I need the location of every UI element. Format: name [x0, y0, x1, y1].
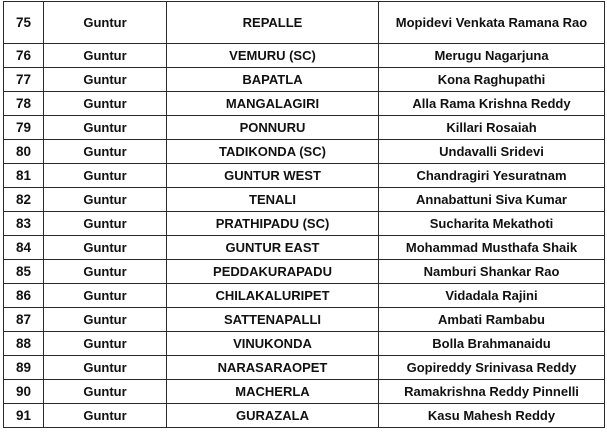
- table-row: [4, 164, 605, 188]
- candidate-cell: Bolla Brahmanaidu: [379, 332, 605, 356]
- candidate-cell: Vidadala Rajini: [379, 284, 605, 308]
- district-cell: Guntur: [44, 356, 167, 380]
- table-row: [4, 260, 605, 284]
- district-cell: Guntur: [44, 92, 167, 116]
- candidate-cell: Alla Rama Krishna Reddy: [379, 92, 605, 116]
- district-cell: Guntur: [44, 260, 167, 284]
- serial-number-cell: 77: [4, 68, 44, 92]
- serial-number-cell: 78: [4, 92, 44, 116]
- table-row: [4, 140, 605, 164]
- table-row: [4, 2, 605, 44]
- table-row: [4, 44, 605, 68]
- constituency-cell: GUNTUR WEST: [167, 164, 379, 188]
- table-row: [4, 332, 605, 356]
- table-row: [4, 212, 605, 236]
- constituency-cell: GURAZALA: [167, 404, 379, 428]
- candidate-cell: Merugu Nagarjuna: [379, 44, 605, 68]
- constituency-cell: GUNTUR EAST: [167, 236, 379, 260]
- table-row: [4, 236, 605, 260]
- candidate-cell: Kona Raghupathi: [379, 68, 605, 92]
- serial-number-cell: 76: [4, 44, 44, 68]
- table-row: [4, 308, 605, 332]
- table-body: [4, 2, 605, 428]
- candidate-cell: Chandragiri Yesuratnam: [379, 164, 605, 188]
- candidate-cell: Undavalli Sridevi: [379, 140, 605, 164]
- constituency-cell: PEDDAKURAPADU: [167, 260, 379, 284]
- constituency-cell: BAPATLA: [167, 68, 379, 92]
- constituency-cell: SATTENAPALLI: [167, 308, 379, 332]
- constituency-cell: MANGALAGIRI: [167, 92, 379, 116]
- district-cell: Guntur: [44, 116, 167, 140]
- constituency-cell: NARASARAOPET: [167, 356, 379, 380]
- candidate-cell: Kasu Mahesh Reddy: [379, 404, 605, 428]
- candidate-table: [3, 1, 605, 428]
- serial-number-cell: 86: [4, 284, 44, 308]
- district-cell: Guntur: [44, 284, 167, 308]
- candidate-cell: Annabattuni Siva Kumar: [379, 188, 605, 212]
- district-cell: Guntur: [44, 236, 167, 260]
- candidate-cell: Mopidevi Venkata Ramana Rao: [379, 2, 605, 44]
- serial-number-cell: 85: [4, 260, 44, 284]
- constituency-cell: REPALLE: [167, 2, 379, 44]
- candidate-cell: Namburi Shankar Rao: [379, 260, 605, 284]
- district-cell: Guntur: [44, 164, 167, 188]
- serial-number-cell: 75: [4, 2, 44, 44]
- serial-number-cell: 82: [4, 188, 44, 212]
- table-row: [4, 116, 605, 140]
- serial-number-cell: 81: [4, 164, 44, 188]
- constituency-cell: MACHERLA: [167, 380, 379, 404]
- constituency-cell: VEMURU (SC): [167, 44, 379, 68]
- candidate-cell: Ambati Rambabu: [379, 308, 605, 332]
- district-cell: Guntur: [44, 140, 167, 164]
- district-cell: Guntur: [44, 332, 167, 356]
- constituency-cell: PRATHIPADU (SC): [167, 212, 379, 236]
- candidate-cell: Killari Rosaiah: [379, 116, 605, 140]
- district-cell: Guntur: [44, 68, 167, 92]
- constituency-cell: CHILAKALURIPET: [167, 284, 379, 308]
- table-row: [4, 68, 605, 92]
- district-cell: Guntur: [44, 188, 167, 212]
- serial-number-cell: 88: [4, 332, 44, 356]
- table-row: [4, 380, 605, 404]
- constituency-cell: PONNURU: [167, 116, 379, 140]
- candidate-cell: Sucharita Mekathoti: [379, 212, 605, 236]
- serial-number-cell: 89: [4, 356, 44, 380]
- candidate-cell: Ramakrishna Reddy Pinnelli: [379, 380, 605, 404]
- serial-number-cell: 87: [4, 308, 44, 332]
- table-row: [4, 188, 605, 212]
- constituency-cell: TADIKONDA (SC): [167, 140, 379, 164]
- constituency-cell: TENALI: [167, 188, 379, 212]
- serial-number-cell: 79: [4, 116, 44, 140]
- serial-number-cell: 83: [4, 212, 44, 236]
- district-cell: Guntur: [44, 380, 167, 404]
- serial-number-cell: 90: [4, 380, 44, 404]
- table-row: [4, 284, 605, 308]
- table-row: [4, 356, 605, 380]
- district-cell: Guntur: [44, 44, 167, 68]
- serial-number-cell: 84: [4, 236, 44, 260]
- table-row: [4, 92, 605, 116]
- serial-number-cell: 91: [4, 404, 44, 428]
- district-cell: Guntur: [44, 2, 167, 44]
- candidate-cell: Gopireddy Srinivasa Reddy: [379, 356, 605, 380]
- district-cell: Guntur: [44, 404, 167, 428]
- table-row: [4, 404, 605, 428]
- candidate-cell: Mohammad Musthafa Shaik: [379, 236, 605, 260]
- district-cell: Guntur: [44, 212, 167, 236]
- serial-number-cell: 80: [4, 140, 44, 164]
- district-cell: Guntur: [44, 308, 167, 332]
- constituency-cell: VINUKONDA: [167, 332, 379, 356]
